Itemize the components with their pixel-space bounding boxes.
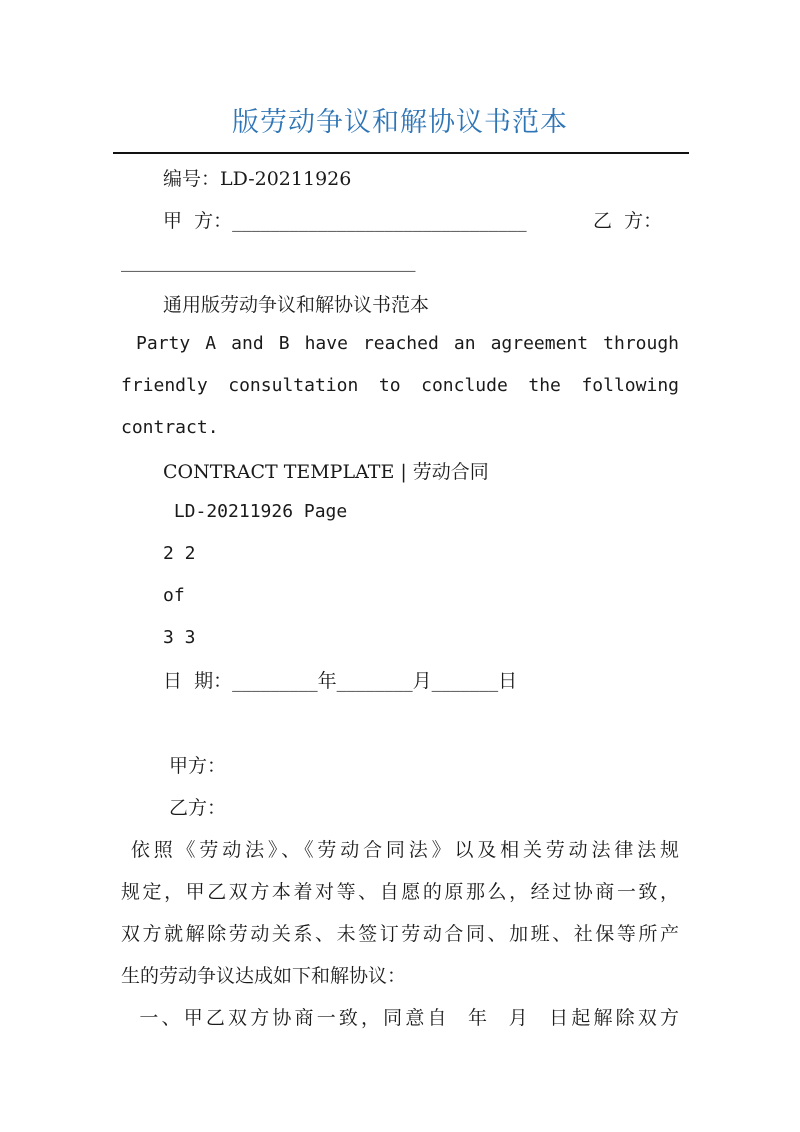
page-number-1: 2 2 <box>163 543 196 564</box>
body-line-1: 依照《劳动法》、《劳动合同法》以及相关劳动法律法规 <box>121 839 679 861</box>
english-line-1: Party A and B have reached an agreement through <box>121 333 679 354</box>
party-b-label: 乙 方： <box>593 210 663 232</box>
party-a-field: 甲 方：_______________________________ <box>163 210 527 232</box>
page-of: of <box>163 585 185 606</box>
page-info: LD-20211926 Page <box>163 501 348 522</box>
page-number-2: 3 3 <box>163 627 196 648</box>
body-line-2: 规定，甲乙双方本着对等、自愿的原那么，经过协商一致， <box>121 881 679 903</box>
date-field: 日 期：_________年________月_______日 <box>163 670 518 692</box>
clause-1-line-1: 一、甲乙双方协商一致，同意自 年 月 日起解除双方 <box>121 1007 679 1029</box>
document-number: 编号：LD-20211926 <box>163 168 352 190</box>
document-subtitle: 通用版劳动争议和解协议书范本 <box>163 294 430 316</box>
party-b-blank: _______________________________ <box>121 250 416 272</box>
english-line-3: contract. <box>121 417 219 438</box>
contract-template-label: CONTRACT TEMPLATE | 劳动合同 <box>163 461 489 483</box>
title-divider <box>113 152 689 154</box>
party-b-signature: 乙方： <box>163 797 227 819</box>
english-line-2: friendly consultation to conclude the following <box>121 375 679 396</box>
body-line-4: 生的劳动争议达成如下和解协议： <box>121 965 407 987</box>
document-title: 版劳动争议和解协议书范本 <box>232 107 568 138</box>
body-line-3: 双方就解除劳动关系、未签订劳动合同、加班、社保等所产 <box>121 923 679 945</box>
party-a-signature: 甲方： <box>163 755 227 777</box>
